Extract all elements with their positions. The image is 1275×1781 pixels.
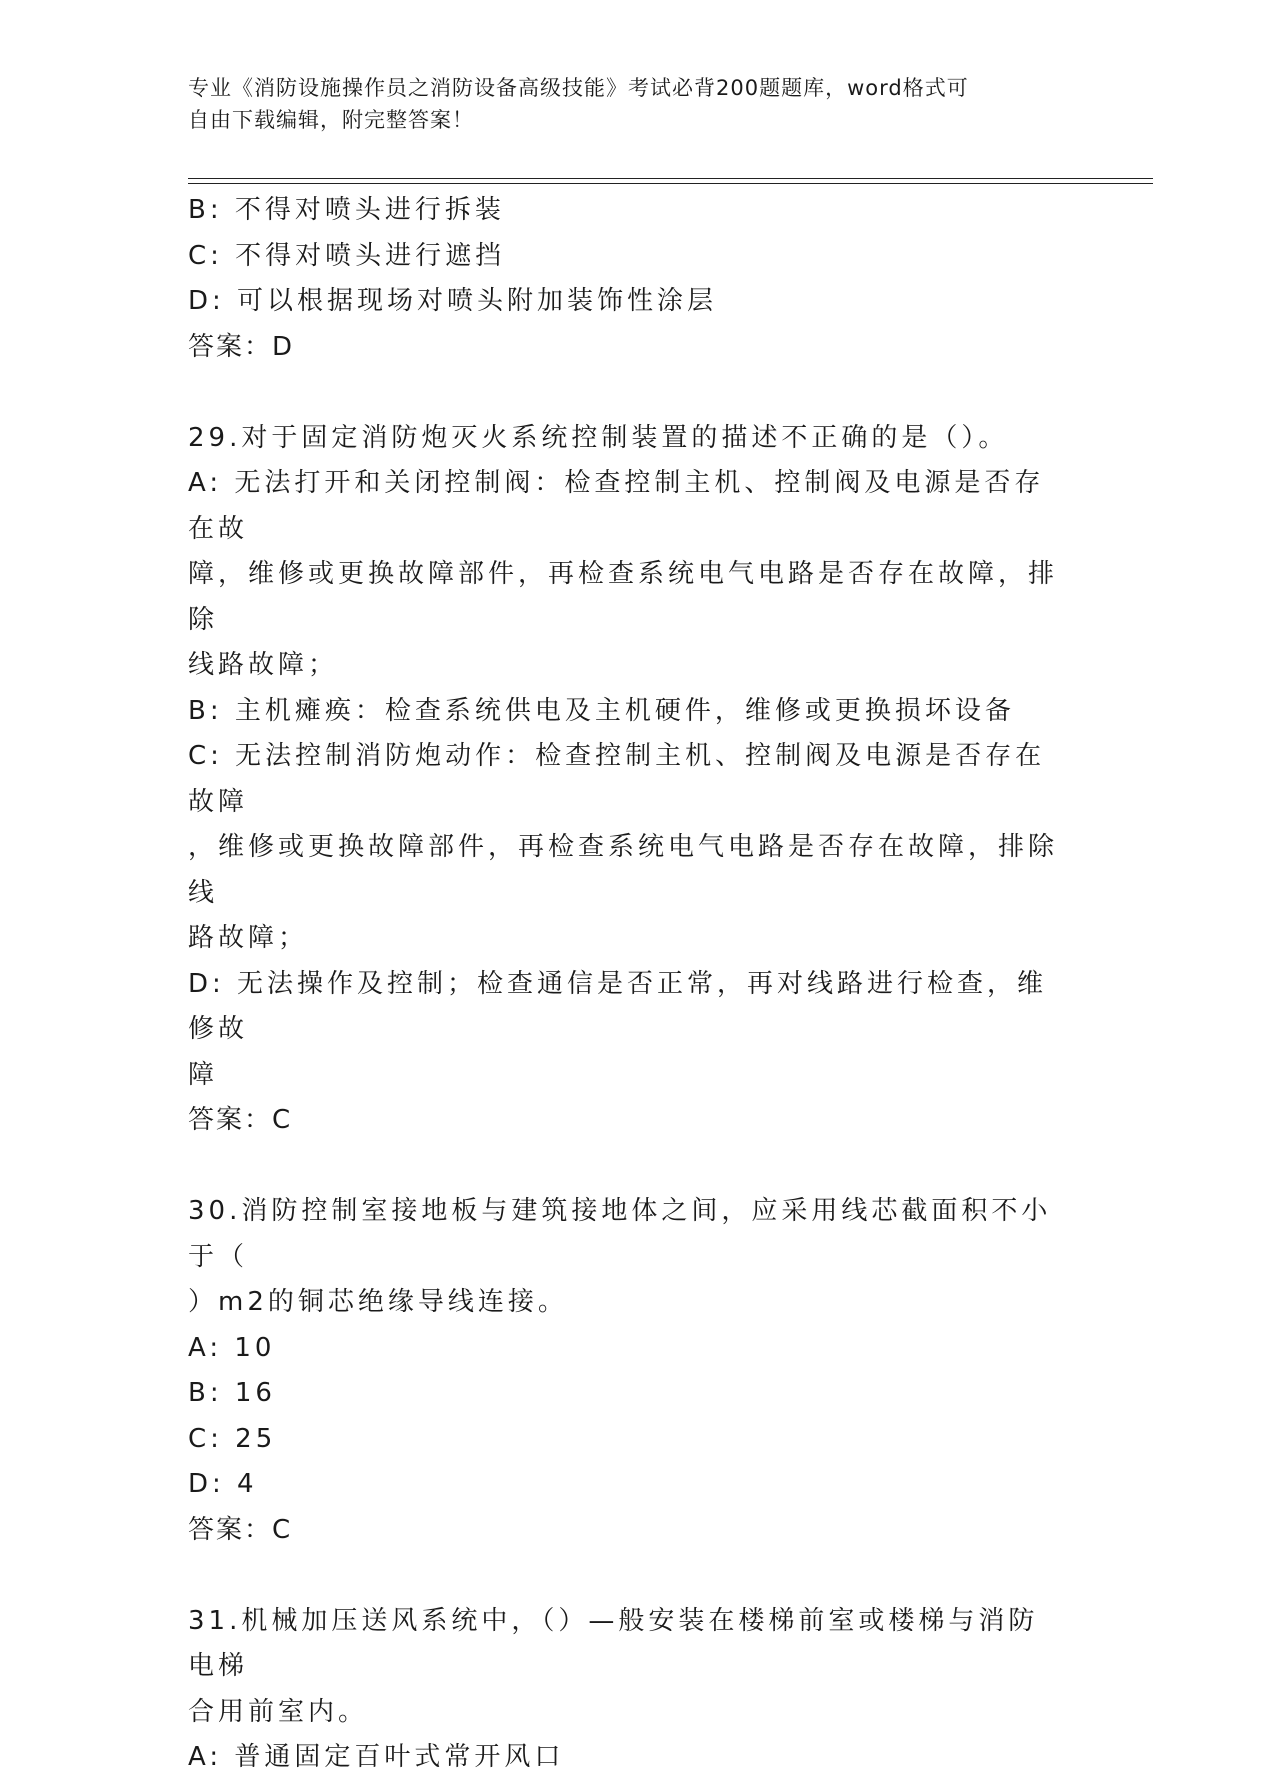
option-d-cont: 障 (188, 1059, 219, 1090)
page-header (188, 72, 1068, 136)
question-30 (188, 1189, 1068, 1553)
option-a: A: 10 (188, 1332, 276, 1363)
option-a: A: 无法打开和关闭控制阀：检查控制主机、控制阀及电源是否存在故 (188, 468, 1045, 544)
option-d: D: 可以根据现场对喷头附加装饰性涂层 (188, 286, 718, 316)
option-c-cont: ，维修或更换故障部件，再检查系统电气电路是否存在故障，排除线 (188, 832, 1059, 908)
spacer (188, 1144, 1068, 1190)
question-29 (188, 416, 1068, 1144)
question-stem: 29.对于固定消防炮灭火系统控制装置的描述不正确的是（）。 (188, 422, 1009, 453)
option-b: B: 不得对喷头进行拆装 (188, 195, 505, 225)
header-title-line-2: 自由下载编辑，附完整答案！ (188, 108, 474, 132)
option-c: C: 无法控制消防炮动作：检查控制主机、控制阀及电源是否存在故障 (188, 741, 1046, 817)
option-c: C: 不得对喷头进行遮挡 (188, 240, 506, 271)
option-c: C: 25 (188, 1423, 277, 1454)
header-title-line-1: 专业《消防设施操作员之消防设备高级技能》考试必背200题题库，word格式可 (188, 76, 969, 100)
answer-line: 答案：C (188, 1514, 293, 1545)
header-divider-top (188, 178, 1153, 179)
option-d: D: 无法操作及控制；检查通信是否正常，再对线路进行检查，维修故 (188, 968, 1048, 1044)
option-b: B: 主机瘫痪：检查系统供电及主机硬件，维修或更换损坏设备 (188, 695, 1015, 726)
answer-line: 答案：C (188, 1105, 293, 1135)
question-stem: 30.消防控制室接地板与建筑接地体之间，应采用线芯截面积不小于（ (188, 1196, 1052, 1272)
spacer (188, 1553, 1068, 1599)
option-a: A: 普通固定百叶式常开风口 (188, 1742, 565, 1772)
option-c-cont: 路故障； (188, 923, 309, 953)
option-a-cont: 线路故障； (188, 650, 339, 680)
question-stem: 31.机械加压送风系统中，（）—般安装在楼梯前室或楼梯与消防电梯 (188, 1605, 1039, 1681)
option-a-cont: 障，维修或更换故障部件，再检查系统电气电路是否存在故障，排除 (188, 559, 1059, 635)
document-body (188, 188, 1068, 1781)
question-stem-cont: ）m2的铜芯绝缘导线连接。 (188, 1287, 568, 1317)
spacer (188, 370, 1068, 416)
question-28-continuation (188, 188, 1068, 370)
option-d: D: 4 (188, 1469, 258, 1499)
question-stem-cont: 合用前室内。 (188, 1696, 369, 1727)
answer-line: 答案：D (188, 331, 295, 362)
option-b: B: 16 (188, 1378, 276, 1408)
question-31 (188, 1599, 1068, 1781)
header-divider-bottom (188, 183, 1153, 184)
